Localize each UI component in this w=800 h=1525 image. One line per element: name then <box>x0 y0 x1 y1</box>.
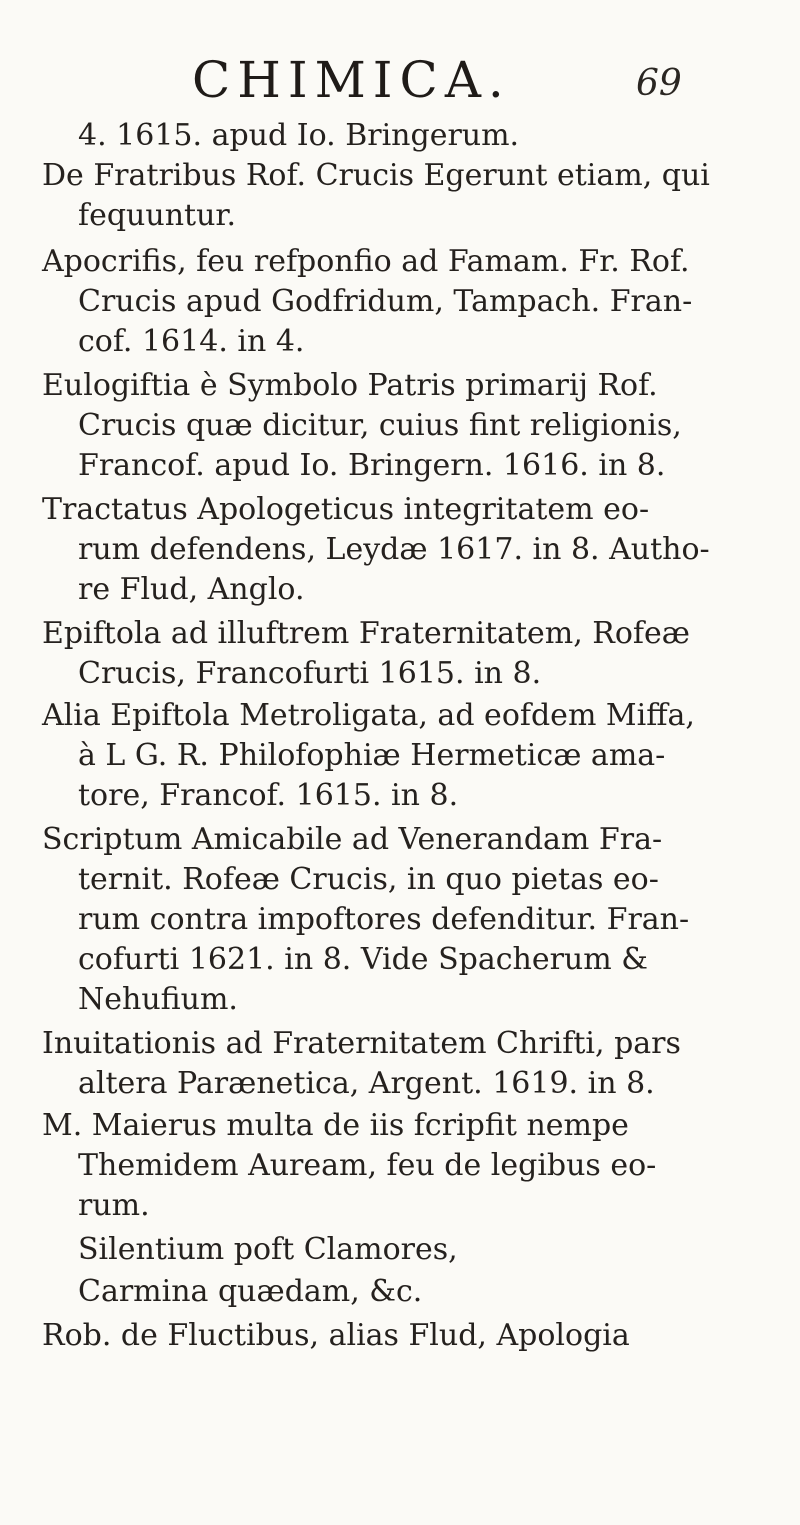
text-line: tore, Francof. 1615. in 8. <box>78 778 459 813</box>
text-line: Scriptum Amicabile ad Venerandam Fra- <box>42 822 663 857</box>
running-head <box>0 50 800 110</box>
text-line: Tractatus Apologeticus integritatem eo- <box>42 492 650 527</box>
running-title: CHIMICA. <box>192 51 511 109</box>
text-line: De Fratribus Rof. Crucis Egerunt etiam, qui <box>42 158 710 193</box>
text-line: rum defendens, Leydæ 1617. in 8. Autho- <box>78 532 710 567</box>
text-line: Crucis quæ dicitur, cuius fint religionis, <box>78 408 682 443</box>
text-line: ternit. Rofeæ Crucis, in quo pietas eo- <box>78 862 659 897</box>
text-line: Themidem Auream, feu de legibus eo- <box>78 1148 657 1183</box>
text-line: Alia Epiftola Metroligata, ad eofdem Miffa, <box>42 698 695 733</box>
page-number: 69 <box>636 63 682 104</box>
text-line: Crucis, Francofurti 1615. in 8. <box>78 656 542 691</box>
text-line: Rob. de Fluctibus, alias Flud, Apologia <box>42 1318 630 1353</box>
text-line: Crucis apud Godfridum, Tampach. Fran- <box>78 284 693 319</box>
text-line: Eulogiftia è Symbolo Patris primarij Rof. <box>42 368 658 403</box>
text-line: fequuntur. <box>78 198 236 233</box>
text-line: cof. 1614. in 4. <box>78 324 305 359</box>
text-line: M. Maierus multa de iis fcripfit nempe <box>42 1108 629 1143</box>
text-line: Epiftola ad illuftrem Fraternitatem, Rofeæ <box>42 616 690 651</box>
text-line: à L G. R. Philofophiæ Hermeticæ ama- <box>78 738 666 773</box>
text-line: Francof. apud Io. Bringern. 1616. in 8. <box>78 448 666 483</box>
text-line: Carmina quædam, &c. <box>78 1274 423 1309</box>
text-line: Inuitationis ad Fraternitatem Chrifti, pars <box>42 1026 681 1061</box>
text-line: Silentium poft Clamores, <box>78 1232 458 1267</box>
text-line: altera Parænetica, Argent. 1619. in 8. <box>78 1066 655 1101</box>
text-line: Apocrifis, feu refponfio ad Famam. Fr. Rof. <box>42 244 690 279</box>
text-line: 4. 1615. apud Io. Bringerum. <box>78 118 520 153</box>
text-line: rum contra impoftores defenditur. Fran- <box>78 902 690 937</box>
text-line: rum. <box>78 1188 150 1223</box>
text-line: re Flud, Anglo. <box>78 572 305 607</box>
text-line: cofurti 1621. in 8. Vide Spacherum & <box>78 942 648 977</box>
text-line: Nehufium. <box>78 982 238 1017</box>
